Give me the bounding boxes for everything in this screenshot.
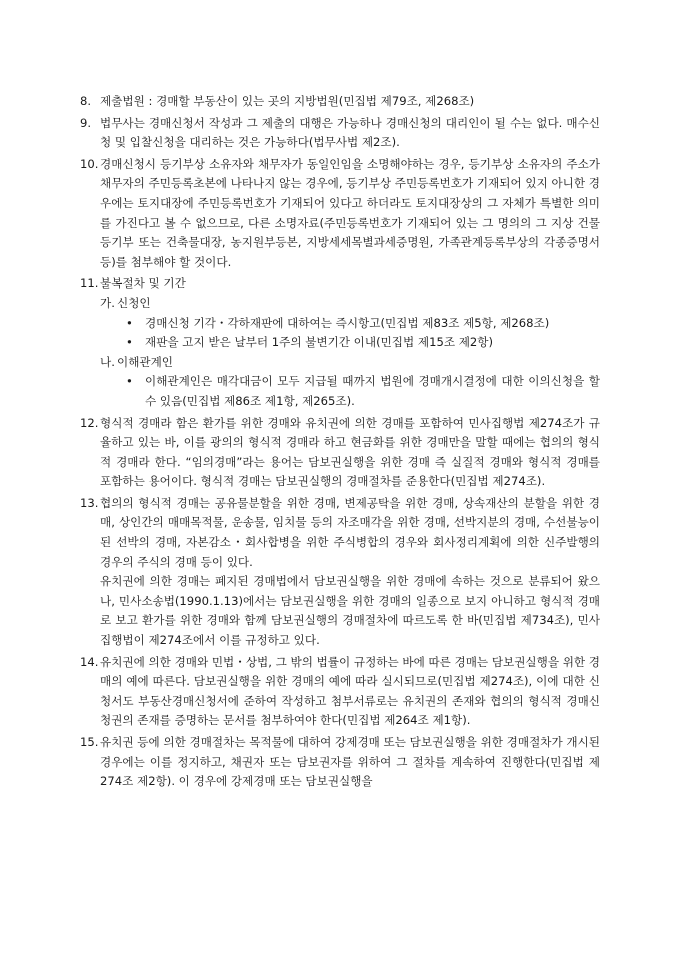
sub-item-applicant [100, 294, 600, 314]
item-text: 불복절차 및 기간 [100, 276, 186, 291]
sub-item-title: 신청인 [117, 295, 151, 310]
document-body [80, 92, 600, 792]
bullet-icon: • [126, 335, 133, 350]
bullet-text: 경매신청 기각・각하재판에 대하여는 즉시항고(민집법 제83조 제5항, 제268조) [145, 315, 550, 330]
bullet-icon: • [126, 374, 133, 389]
item-number: 9. [80, 115, 92, 130]
item-text: 제출법원 : 경매할 부동산이 있는 곳의 지방법원(민집법 제79조, 제268조) [100, 94, 475, 108]
sub-item-mark: 가. [100, 295, 115, 310]
list-item-12 [80, 414, 600, 492]
item-number: 13. [80, 495, 99, 510]
list-item-14 [80, 653, 600, 731]
list-item-15 [80, 733, 600, 792]
item-text: 법무사는 경매신청서 작성과 그 제출의 대행은 가능하나 경매신청의 대리인이 될 수는 없다. 매수신청 및 입찰신청을 대리하는 것은 가능하다(법무사법 제2조). [100, 115, 600, 150]
bullet-text: 이해관계인은 매각대금이 모두 지급될 때까지 법원에 경매개시결정에 대한 이의신청을 할 수 있음(민집법 제86조 제1항, 제265조). [145, 374, 600, 408]
bullet-item [100, 314, 600, 334]
list-item-13 [80, 494, 600, 651]
list-item-8 [80, 92, 600, 112]
item-text: 형식적 경매라 함은 환가를 위한 경매와 유치권에 의한 경매를 포함하여 민사집행법 제274조가 규율하고 있는 바, 이를 광의의 형식적 경매라 하고 현금화를 위한 경매만을 말할 때에는 협의의 형식적 경매라 한다. “임의경매”라는 용어는 담보권실행을 위한 경매 즉 실질적 경매와 형식적 경매를 포함하는 용어이다. 형식적 경매는 담보권실행의 경매절차를 준용한다(민집법 제274조). [100, 415, 600, 489]
item-number: 11. [80, 276, 99, 291]
list-item-11 [80, 274, 600, 411]
bullet-item [100, 333, 600, 353]
item-text: 협의의 형식적 경매는 공유물분할을 위한 경매, 변제공탁을 위한 경매, 상속재산의 분할을 위한 경매, 상인간의 매매목적물, 운송물, 임치물 등의 자조매각을 위한 경매, 선박지분의 경매, 수선불능이 된 선박의 경매, 자본감소・회사합병을 위한 주식병합의 경우와 회사정리계획에 의한 신주발행의 경우의 주식의 경매 등이 있다. [100, 495, 600, 569]
item-text-continued: 유치권에 의한 경매는 폐지된 경매법에서 담보권실행을 위한 경매에 속하는 것으로 분류되어 왔으나, 민사소송법(1990.1.13)에서는 담보권실행을 위한 경매의 일종으로 보지 아니하고 형식적 경매로 보고 환가를 위한 경매와 함께 담보권실행의 경매절차에 따르도록 한 바(민집법 제734조), 민사집행법이 제274조에서 이를 규정하고 있다. [100, 574, 600, 648]
bullet-icon: • [126, 315, 133, 330]
item-number: 12. [80, 415, 99, 430]
list-item-9 [80, 114, 600, 153]
sub-item-interested-party [100, 353, 600, 373]
item-number: 10. [80, 156, 99, 171]
item-number: 14. [80, 654, 99, 669]
item-text: 유치권에 의한 경매와 민법・상법, 그 밖의 법률이 규정하는 바에 따른 경매는 담보권실행을 위한 경매의 예에 따른다. 담보권실행을 위한 경매의 예에 따라 실시되므로(민집법 제274조), 이에 대한 신청서도 부동산경매신청서에 준하여 작성하고 첨부서류로는 유치권의 존재와 협의의 형식적 경매신청권의 존재를 증명하는 문서를 첨부하여야 한다(민집법 제264조 제1항). [100, 654, 600, 728]
bullet-item [100, 372, 600, 411]
item-number: 8. [80, 94, 92, 108]
sub-item-mark: 나. [100, 354, 115, 369]
item-text: 경매신청시 등기부상 소유자와 채무자가 동일인임을 소명해야하는 경우, 등기부상 소유자의 주소가 채무자의 주민등록초본에 나타나지 않는 경우에, 등기부상 주민등록번호가 기재되어 있지 아니한 경우에는 토지대장에 주민등록번호가 기재되어 있다고 하더라도 토지대장상의 그 자체가 특별한 의미를 가진다고 볼 수 없으므로, 다른 소명자료(주민등록번호가 기재되어 있는 그 명의의 그 지상 건물등기부 또는 건축물대장, 농지원부등본, 지방세세목별과세증명원, 가족관계등록부상의 각종증명서 등)를 첨부해야 할 것이다. [100, 156, 600, 269]
item-text: 유치권 등에 의한 경매절차는 목적물에 대하여 강제경매 또는 담보권실행을 위한 경매절차가 개시된 경우에는 이를 정지하고, 채권자 또는 담보권자를 위하여 그 절차를 계속하여 진행한다(민집법 제274조 제2항). 이 경우에 강제경매 또는 담보권실행을 [100, 735, 600, 789]
list-item-10 [80, 155, 600, 273]
item-number: 15. [80, 735, 99, 749]
bullet-text: 재판을 고지 받은 날부터 1주의 불변기간 이내(민집법 제15조 제2항) [145, 335, 494, 350]
sub-item-title: 이해관계인 [117, 354, 173, 369]
